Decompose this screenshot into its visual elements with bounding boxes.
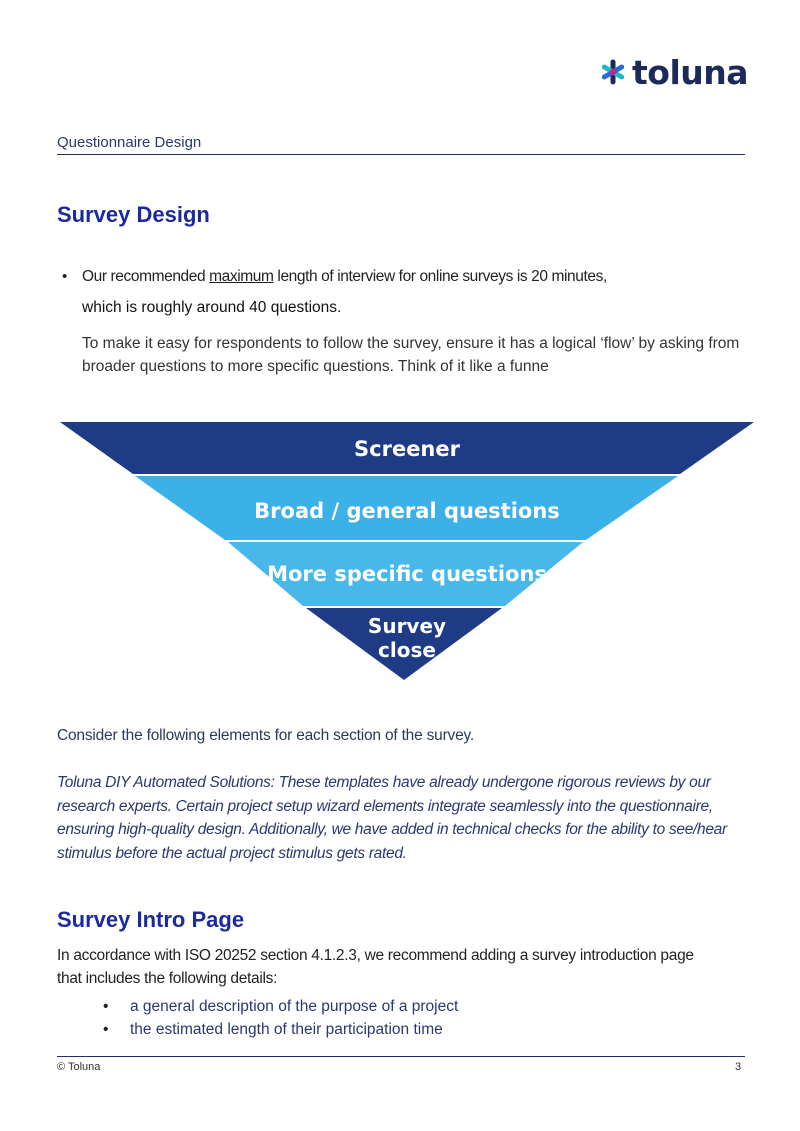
loi-text-underlined: maximum (209, 268, 274, 285)
list-item: • a general description of the purpose of a project (103, 995, 458, 1018)
logo-wordmark: toluna (632, 52, 749, 92)
toluna-logo (600, 52, 748, 92)
survey-funnel-diagram (60, 418, 754, 684)
footer-divider (57, 1056, 745, 1057)
survey-design-heading: Survey Design (57, 202, 210, 227)
flow-paragraph: To make it easy for respondents to follow the survey, ensure it has a logical ‘flow’ by asking from broader questions to more specific questions. Think of it like a funne (82, 335, 740, 375)
loi-paragraph (82, 268, 607, 286)
funnel-label-screener: Screener (354, 437, 460, 461)
funnel-label-close-line2: close (378, 638, 436, 662)
funnel-label-specific: More specific questions (267, 562, 547, 586)
document-header-title: Questionnaire Design (57, 134, 202, 151)
consider-paragraph: Consider the following elements for each section of the survey. (57, 727, 475, 744)
loi-text-before: Our recommended (82, 268, 210, 285)
header-divider (57, 154, 745, 155)
survey-intro-paragraph: In accordance with ISO 20252 section 4.1.2.3, we recommend adding a survey introduction page that includes the following details: (57, 947, 694, 987)
loi-text-after: length of interview for online surveys is 20 minutes, (273, 268, 607, 285)
footer-copyright: © Toluna (57, 1061, 101, 1073)
question-count-paragraph: which is roughly around 40 questions. (82, 299, 342, 316)
survey-intro-heading: Survey Intro Page (57, 907, 245, 932)
diy-note-paragraph: Toluna DIY Automated Solutions: These templates have already undergone rigorous reviews by our research experts. Certain project setup wizard elements integrate seamlessly into the questionnaire, ensuring high-quality design. Additionally, we have added in technical checks for the ability to see/hear stimulus before the actual project stimulus gets rated. (57, 774, 727, 862)
bullet-marker: • (62, 268, 68, 285)
page-number: 3 (735, 1061, 742, 1073)
asterisk-logo-icon (600, 59, 626, 85)
intro-details-list (103, 995, 458, 1041)
list-item: • the estimated length of their participation time (103, 1018, 458, 1041)
funnel-label-broad: Broad / general questions (254, 499, 560, 523)
funnel-label-close-line1: Survey (367, 614, 447, 638)
